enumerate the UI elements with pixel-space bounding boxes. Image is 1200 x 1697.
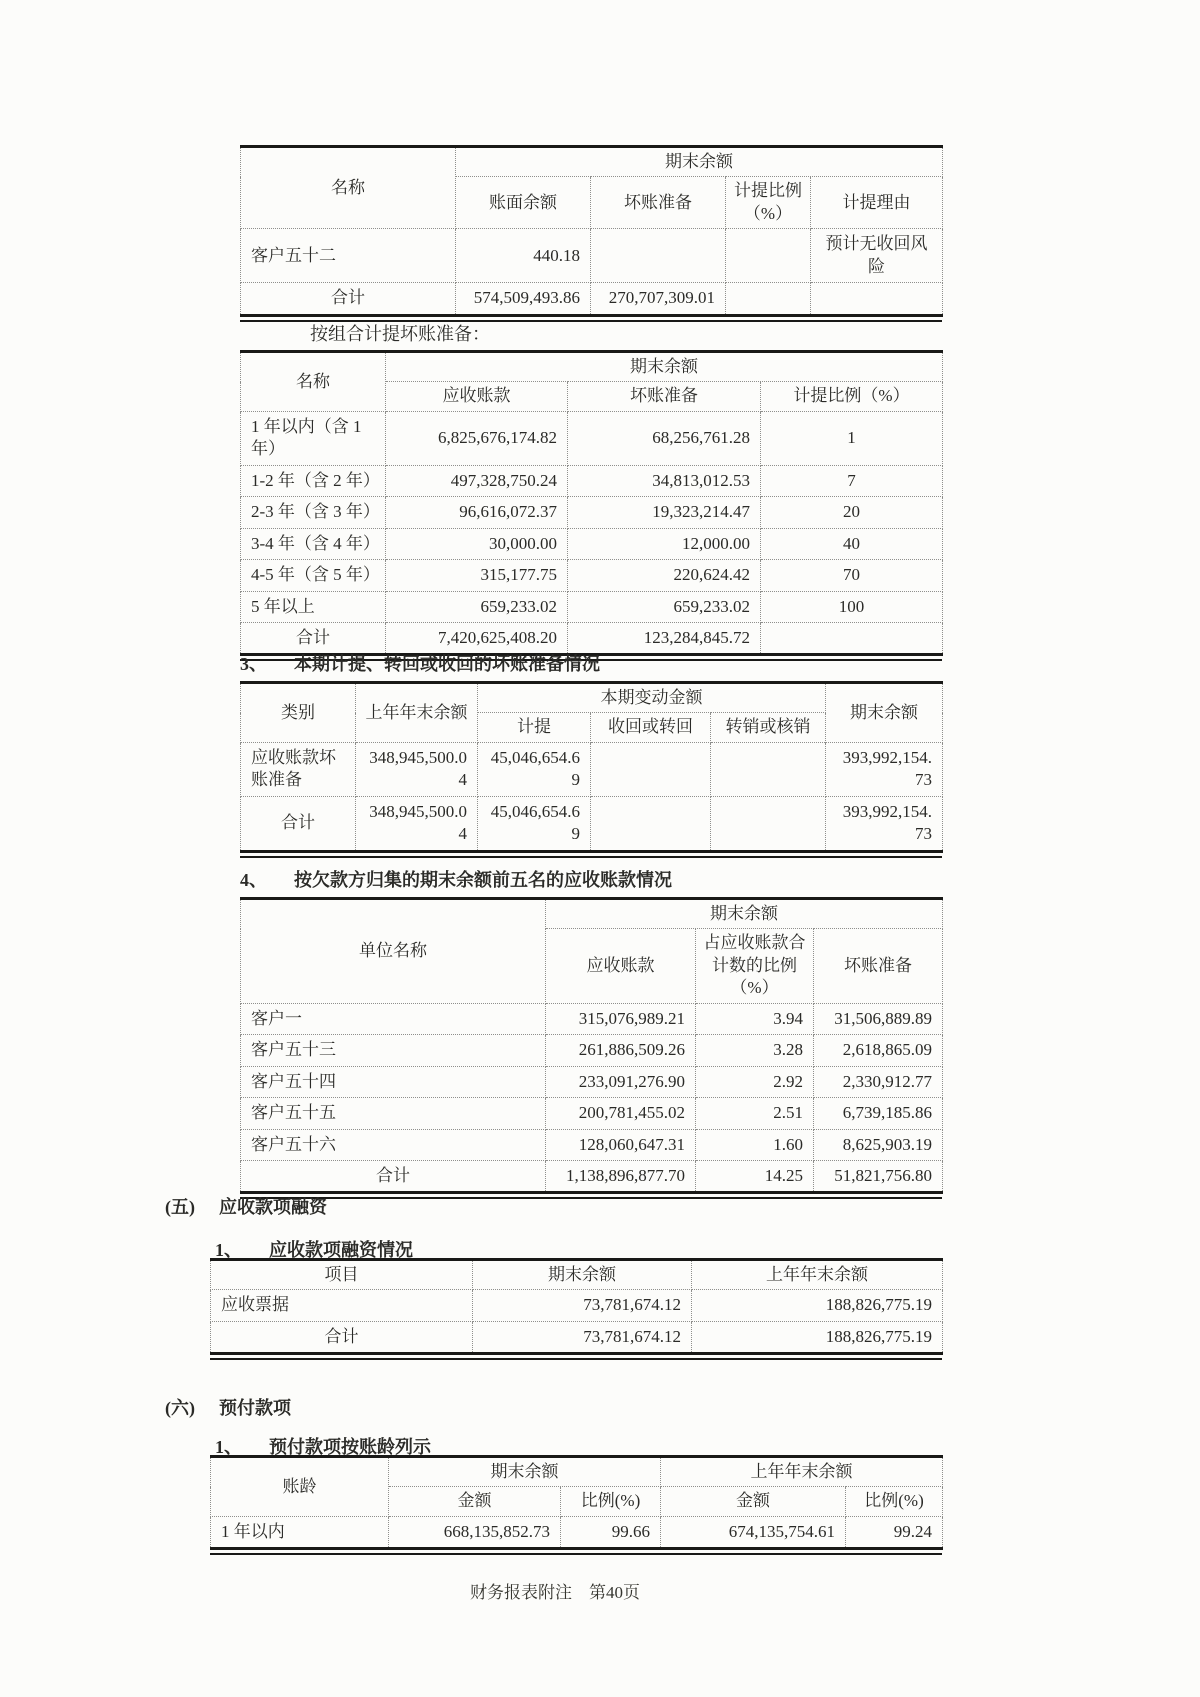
table-cell: 应收票据 xyxy=(211,1290,473,1321)
table-cell: 客户五十二 xyxy=(241,229,456,283)
top-five-receivables-table xyxy=(240,897,942,1199)
bad-debt-individual-provision-table xyxy=(240,145,942,322)
table-header-cell: 名称 xyxy=(241,352,386,412)
table-cell: 1.60 xyxy=(696,1129,814,1160)
table-cell: 7,420,625,408.20 xyxy=(386,622,568,654)
table-cell: 合计 xyxy=(241,1160,546,1192)
section-6-number: (六) xyxy=(165,1398,195,1418)
table-cell: 393,992,154.73 xyxy=(826,742,943,796)
table-cell: 14.25 xyxy=(696,1160,814,1192)
group-provision-caption: 按组合计提坏账准备： xyxy=(310,324,490,344)
table-cell: 1,138,896,877.70 xyxy=(546,1160,696,1192)
table-cell: 123,284,845.72 xyxy=(568,622,761,654)
table-row xyxy=(241,497,943,528)
table-cell: 73,781,674.12 xyxy=(473,1290,692,1321)
table-cell: 合计 xyxy=(241,283,456,315)
table-cell: 315,076,989.21 xyxy=(546,1003,696,1034)
table-cell: 348,945,500.04 xyxy=(356,742,478,796)
table-header-cell: 期末余额 xyxy=(826,683,943,743)
table-row xyxy=(241,1160,943,1192)
table-row xyxy=(241,352,943,382)
table-cell: 8,625,903.19 xyxy=(814,1129,943,1160)
section-5-1-number: 1、 xyxy=(215,1240,242,1260)
table-cell: 1 xyxy=(761,411,943,465)
table-row xyxy=(241,796,943,851)
table-cell: 51,821,756.80 xyxy=(814,1160,943,1192)
table-header-cell: 金额 xyxy=(661,1487,846,1516)
table xyxy=(240,350,943,656)
receivables-financing-table xyxy=(210,1258,942,1360)
table-header-cell: 上年年末余额 xyxy=(692,1260,943,1290)
section-5-heading xyxy=(165,1193,327,1219)
prepayments-aging-table xyxy=(210,1455,942,1555)
section-6-title: 预付款项 xyxy=(219,1398,291,1418)
section-3-number: 3、 xyxy=(240,654,267,674)
page-footer: 财务报表附注 第40页 xyxy=(470,1583,640,1602)
table-header-cell: 类别 xyxy=(241,683,356,743)
section-4-title: 按欠款方归集的期末余额前五名的应收账款情况 xyxy=(294,870,672,890)
table-cell xyxy=(811,283,943,315)
table-header-cell: 比例(%) xyxy=(561,1487,661,1516)
bad-debt-group-provision-aging-table xyxy=(240,350,942,661)
table-cell: 12,000.00 xyxy=(568,528,761,559)
table-cell: 5 年以上 xyxy=(241,591,386,622)
table-cell: 合计 xyxy=(241,796,356,851)
table-cell: 574,509,493.86 xyxy=(456,283,591,315)
table-cell: 2.92 xyxy=(696,1066,814,1097)
table xyxy=(240,145,943,317)
table-header-cell: 账面余额 xyxy=(456,177,591,229)
table-cell: 31,506,889.89 xyxy=(814,1003,943,1034)
table-cell: 客户一 xyxy=(241,1003,546,1034)
table-header-cell: 应收账款 xyxy=(546,929,696,1003)
table-row xyxy=(241,591,943,622)
table-row xyxy=(211,1457,943,1487)
table-row xyxy=(241,283,943,315)
section-6-1-number: 1、 xyxy=(215,1437,242,1457)
table-cell: 合计 xyxy=(211,1321,473,1353)
table-cell: 70 xyxy=(761,560,943,591)
table-cell: 73,781,674.12 xyxy=(473,1321,692,1353)
table-cell: 440.18 xyxy=(456,229,591,283)
section-4-heading xyxy=(240,866,672,892)
table-cell xyxy=(591,796,711,851)
table-cell: 261,886,509.26 xyxy=(546,1035,696,1066)
table-row xyxy=(241,411,943,465)
table-row xyxy=(241,147,943,177)
table-cell: 6,739,185.86 xyxy=(814,1098,943,1129)
table-cell: 4-5 年（含 5 年） xyxy=(241,560,386,591)
table-row xyxy=(241,899,943,929)
table-cell: 200,781,455.02 xyxy=(546,1098,696,1129)
table-row xyxy=(241,742,943,796)
table-row xyxy=(241,1066,943,1097)
table-header-cell: 期末余额 xyxy=(386,352,943,382)
table-header-cell: 应收账款 xyxy=(386,382,568,411)
section-3-title: 本期计提、转回或收回的坏账准备情况 xyxy=(294,654,600,674)
provision-changes-table xyxy=(240,681,942,858)
table-cell: 应收账款坏账准备 xyxy=(241,742,356,796)
table-row xyxy=(211,1321,943,1353)
table-cell: 497,328,750.24 xyxy=(386,465,568,496)
table-header-cell: 坏账准备 xyxy=(814,929,943,1003)
table-row xyxy=(241,1003,943,1034)
table-row xyxy=(241,683,943,713)
table-header-cell: 比例(%) xyxy=(846,1487,943,1516)
table-cell: 99.66 xyxy=(561,1516,661,1548)
table-cell: 45,046,654.69 xyxy=(478,742,591,796)
table-cell: 220,624.42 xyxy=(568,560,761,591)
table-cell: 348,945,500.04 xyxy=(356,796,478,851)
table-cell: 30,000.00 xyxy=(386,528,568,559)
table-row xyxy=(211,1260,943,1290)
table-cell: 40 xyxy=(761,528,943,559)
table-cell: 2.51 xyxy=(696,1098,814,1129)
table-cell: 100 xyxy=(761,591,943,622)
section-3-heading xyxy=(240,650,600,676)
table-cell: 188,826,775.19 xyxy=(692,1321,943,1353)
table-cell xyxy=(711,796,826,851)
section-4-number: 4、 xyxy=(240,870,267,890)
table-cell: 659,233.02 xyxy=(386,591,568,622)
table-cell: 674,135,754.61 xyxy=(661,1516,846,1548)
table-cell xyxy=(591,742,711,796)
table-header-cell: 计提 xyxy=(478,713,591,742)
section-5-1-title: 应收款项融资情况 xyxy=(269,1240,413,1260)
table-row xyxy=(241,560,943,591)
table-header-cell: 计提比例（%） xyxy=(761,382,943,411)
table-cell: 合计 xyxy=(241,622,386,654)
table-row xyxy=(241,1129,943,1160)
section-6-heading xyxy=(165,1394,291,1420)
table-cell: 客户五十四 xyxy=(241,1066,546,1097)
table-cell: 270,707,309.01 xyxy=(591,283,726,315)
table-header-cell: 期末余额 xyxy=(546,899,943,929)
table-cell xyxy=(726,283,811,315)
table-header-cell: 单位名称 xyxy=(241,899,546,1004)
table-header-cell: 项目 xyxy=(211,1260,473,1290)
table-header-cell: 期末余额 xyxy=(389,1457,661,1487)
table-cell: 3.94 xyxy=(696,1003,814,1034)
table-cell: 315,177.75 xyxy=(386,560,568,591)
table-row xyxy=(241,528,943,559)
table-cell: 19,323,214.47 xyxy=(568,497,761,528)
table-header-cell: 金额 xyxy=(389,1487,561,1516)
table xyxy=(210,1455,943,1550)
table-cell: 96,616,072.37 xyxy=(386,497,568,528)
table-header-cell: 上年年末余额 xyxy=(661,1457,943,1487)
table-cell: 3.28 xyxy=(696,1035,814,1066)
section-5-title: 应收款项融资 xyxy=(219,1197,327,1217)
table-cell: 188,826,775.19 xyxy=(692,1290,943,1321)
table-cell: 659,233.02 xyxy=(568,591,761,622)
table-header-cell: 收回或转回 xyxy=(591,713,711,742)
table-cell: 1 年以内 xyxy=(211,1516,389,1548)
section-6-1-title: 预付款项按账龄列示 xyxy=(269,1437,431,1457)
table-cell: 2,618,865.09 xyxy=(814,1035,943,1066)
table-header-cell: 占应收账款合计数的比例（%） xyxy=(696,929,814,1003)
table-header-cell: 账龄 xyxy=(211,1457,389,1517)
table-cell: 2-3 年（含 3 年） xyxy=(241,497,386,528)
table-row xyxy=(241,1035,943,1066)
table-header-cell: 计提比例（%） xyxy=(726,177,811,229)
table-header-cell: 本期变动金额 xyxy=(478,683,826,713)
table xyxy=(210,1258,943,1355)
table xyxy=(240,897,943,1194)
table-cell: 128,060,647.31 xyxy=(546,1129,696,1160)
table-cell: 客户五十六 xyxy=(241,1129,546,1160)
table-cell: 1 年以内（含 1 年） xyxy=(241,411,386,465)
table-cell: 668,135,852.73 xyxy=(389,1516,561,1548)
table-cell: 20 xyxy=(761,497,943,528)
table-header-cell: 期末余额 xyxy=(456,147,943,177)
table-header-cell: 转销或核销 xyxy=(711,713,826,742)
table-cell xyxy=(761,622,943,654)
table-header-cell: 名称 xyxy=(241,147,456,229)
table-cell xyxy=(711,742,826,796)
table-row xyxy=(241,1098,943,1129)
section-5-number: (五) xyxy=(165,1197,195,1217)
table-row xyxy=(241,465,943,496)
table-cell: 233,091,276.90 xyxy=(546,1066,696,1097)
table-cell: 34,813,012.53 xyxy=(568,465,761,496)
table-header-cell: 期末余额 xyxy=(473,1260,692,1290)
table-cell: 6,825,676,174.82 xyxy=(386,411,568,465)
table-row xyxy=(241,229,943,283)
table-cell: 1-2 年（含 2 年） xyxy=(241,465,386,496)
table-header-cell: 坏账准备 xyxy=(591,177,726,229)
table-cell: 预计无收回风险 xyxy=(811,229,943,283)
table-cell: 客户五十三 xyxy=(241,1035,546,1066)
table-cell: 客户五十五 xyxy=(241,1098,546,1129)
table-row xyxy=(211,1290,943,1321)
table-cell: 99.24 xyxy=(846,1516,943,1548)
table-cell: 3-4 年（含 4 年） xyxy=(241,528,386,559)
table-cell: 68,256,761.28 xyxy=(568,411,761,465)
table xyxy=(240,681,943,853)
table-cell: 393,992,154.73 xyxy=(826,796,943,851)
table-row xyxy=(211,1516,943,1548)
table-header-cell: 上年年末余额 xyxy=(356,683,478,743)
table-header-cell: 坏账准备 xyxy=(568,382,761,411)
table-cell: 45,046,654.69 xyxy=(478,796,591,851)
table-cell xyxy=(726,229,811,283)
table-cell: 2,330,912.77 xyxy=(814,1066,943,1097)
table-cell: 7 xyxy=(761,465,943,496)
table-cell xyxy=(591,229,726,283)
table-header-cell: 计提理由 xyxy=(811,177,943,229)
